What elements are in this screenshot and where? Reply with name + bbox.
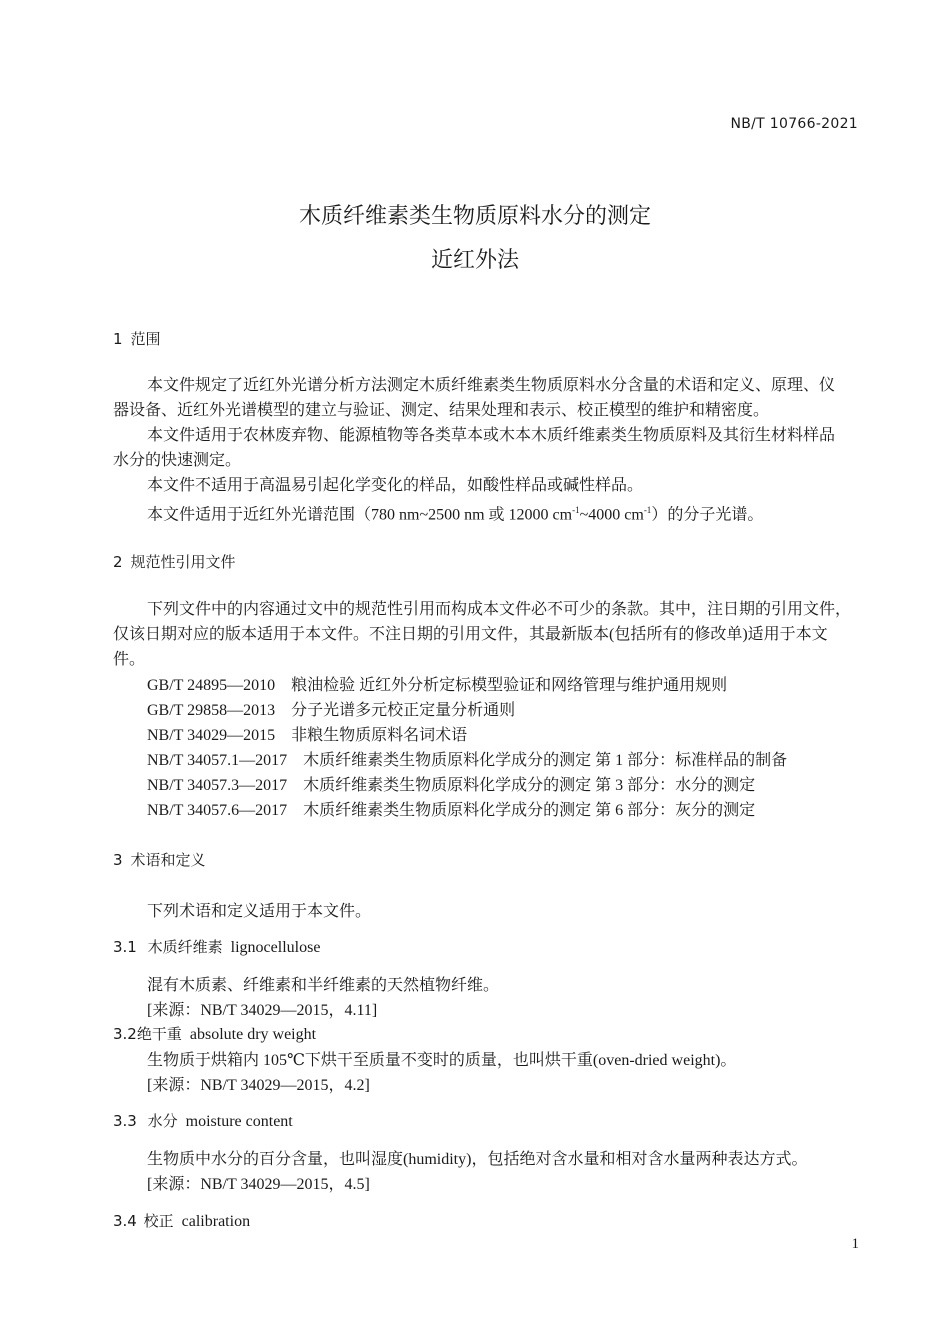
reference-code: NB/T 34057.1—2017	[147, 752, 288, 769]
standard-code: NB/T 10766-2021	[730, 116, 858, 132]
section-number: 2	[113, 553, 123, 571]
text-line	[113, 498, 860, 527]
term-source: [来源：NB/T 34029—2015，4.5]	[147, 1176, 370, 1193]
reference-code: NB/T 34029—2015	[147, 727, 276, 744]
reference-title: 木质纤维素类生物质原料化学成分的测定 第 1 部分：标准样品的制备	[303, 752, 788, 769]
section-title: 范围	[130, 330, 161, 348]
term-number: 3.2	[113, 1025, 137, 1043]
term-source: [来源：NB/T 34029—2015，4.2]	[147, 1077, 370, 1094]
text-line: 本文件规定了近红外光谱分析方法测定木质纤维素类生物质原料水分含量的术语和定义、原理、仪	[147, 377, 836, 394]
term-heading	[113, 1110, 293, 1131]
term-en: lignocellulose	[230, 939, 321, 956]
text-line: 本文件适用于农林废弃物、能源植物等各类草本或木本木质纤维素类生物质原料及其衍生材料样品	[147, 427, 836, 444]
reference-item	[147, 797, 755, 820]
section-title: 规范性引用文件	[130, 553, 236, 571]
text-line: 器设备、近红外光谱模型的建立与验证、测定、结果处理和表示、校正模型的维护和精密度。	[113, 402, 770, 419]
term-en: absolute dry weight	[189, 1026, 317, 1043]
term-en: calibration	[181, 1213, 251, 1230]
term-number: 3.4	[113, 1212, 137, 1230]
reference-item	[147, 772, 755, 795]
term-definition: 生物质中水分的百分含量，也叫湿度(humidity)，包括绝对含水量和相对含水量两种表达方式。	[147, 1151, 808, 1168]
reference-item	[147, 747, 787, 770]
reference-item	[147, 672, 727, 695]
section-number: 3	[113, 851, 123, 869]
section-heading-scope	[113, 328, 161, 349]
reference-code: NB/T 34057.6—2017	[147, 802, 288, 819]
term-zh: 绝干重	[136, 1025, 182, 1043]
text-run: 本文件适用于近红外光谱范围（780 nm~2500 nm 或 12000 cm	[147, 506, 573, 524]
terms-intro: 下列术语和定义适用于本文件。	[147, 903, 372, 920]
text-run: ~4000 cm	[579, 506, 644, 524]
text-line: 件。	[113, 651, 146, 668]
paragraph-scope-4	[113, 498, 860, 527]
text-line: 仅该日期对应的版本适用于本文件。不注日期的引用文件，其最新版本(包括所有的修改单)适用于本文	[113, 626, 828, 643]
superscript: -1	[643, 505, 652, 515]
reference-title: 木质纤维素类生物质原料化学成分的测定 第 3 部分：水分的测定	[303, 777, 756, 794]
reference-item	[147, 722, 467, 745]
text-line: 水分的快速测定。	[113, 452, 242, 469]
term-zh: 校正	[143, 1212, 174, 1230]
reference-code: GB/T 24895—2010	[147, 677, 276, 694]
reference-title: 非粮生物质原料名词术语	[291, 727, 468, 744]
term-number: 3.3	[113, 1112, 137, 1130]
paragraph-references-intro	[113, 597, 860, 672]
term-number: 3.1	[113, 938, 137, 956]
text-run: ）的分子光谱。	[651, 506, 764, 524]
reference-code: NB/T 34057.3—2017	[147, 777, 288, 794]
document-title: 木质纤维素类生物质原料水分的测定	[298, 204, 651, 229]
reference-title: 分子光谱多元校正定量分析通则	[291, 702, 516, 719]
paragraph-scope-1	[113, 373, 860, 423]
paragraph-scope-3	[113, 473, 860, 498]
text-line: 本文件不适用于高温易引起化学变化的样品，如酸性样品或碱性样品。	[147, 477, 644, 494]
section-title: 术语和定义	[130, 851, 206, 869]
text-line: 下列文件中的内容通过文中的规范性引用而构成本文件必不可少的条款。其中，注日期的引用文件，	[147, 601, 852, 618]
section-number: 1	[113, 330, 123, 348]
reference-code: GB/T 29858—2013	[147, 702, 276, 719]
term-source: [来源：NB/T 34029—2015，4.11]	[147, 1002, 378, 1019]
page-number: 1	[851, 1236, 859, 1252]
paragraph-scope-2	[113, 423, 860, 473]
term-zh: 水分	[147, 1112, 178, 1130]
term-definition: 混有木质素、纤维素和半纤维素的天然植物纤维。	[147, 977, 500, 994]
term-heading	[113, 1023, 316, 1044]
document-subtitle: 近红外法	[430, 248, 519, 273]
term-heading	[113, 936, 320, 957]
term-en: moisture content	[185, 1113, 293, 1130]
reference-item	[147, 697, 515, 720]
reference-title: 粮油检验 近红外分析定标模型验证和网络管理与维护通用规则	[291, 677, 728, 694]
term-heading	[113, 1210, 250, 1231]
term-zh: 木质纤维素	[147, 938, 223, 956]
section-heading-normative-references	[113, 551, 236, 572]
section-heading-terms	[113, 849, 206, 870]
reference-title: 木质纤维素类生物质原料化学成分的测定 第 6 部分：灰分的测定	[303, 802, 756, 819]
term-definition: 生物质于烘箱内 105℃下烘干至质量不变时的质量，也叫烘干重(oven-dried weight)。	[147, 1052, 737, 1069]
superscript: -1	[572, 505, 580, 515]
